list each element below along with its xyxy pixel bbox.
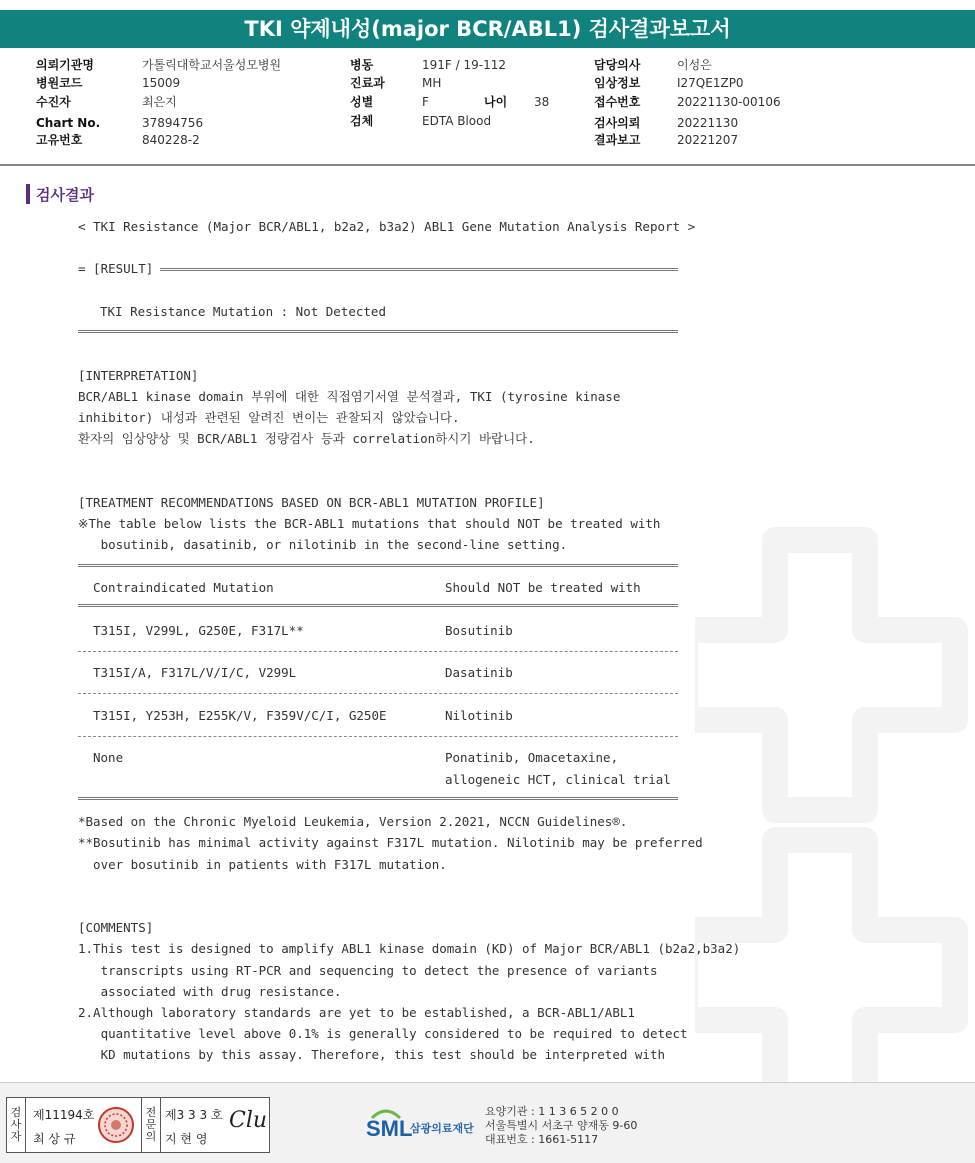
comment-line: transcripts using RT-PCR and sequencing to detect the presence of variants — [78, 963, 658, 978]
info-label: 진료과 — [350, 76, 385, 90]
table-divider — [78, 693, 678, 694]
table-cell-drug: Ponatinib, Omacetaxine, — [445, 750, 619, 765]
confirmer-label: 전문의 — [141, 1098, 161, 1152]
section-title — [26, 184, 94, 206]
footnote-line: *Based on the Chronic Myeloid Leukemia, Version 2.2021, NCCN Guidelines®. — [78, 814, 628, 829]
result-divider — [160, 268, 678, 271]
info-label: 고유번호 — [36, 133, 83, 147]
footnote-line: **Bosutinib has minimal activity against F317L mutation. Nilotinib may be preferred — [78, 835, 703, 850]
table-divider — [78, 564, 678, 567]
info-label: 검체 — [350, 114, 374, 128]
info-value: 20221130 — [677, 116, 739, 130]
contact-line: 서울특별시 서초구 양재동 9-60 — [485, 1119, 638, 1132]
comments-heading: [COMMENTS] — [78, 920, 154, 935]
table-divider — [78, 797, 678, 800]
info-label: 접수번호 — [594, 95, 641, 109]
info-value: 191F / 19-112 — [422, 58, 506, 72]
info-value: I27QE1ZP0 — [677, 76, 744, 90]
table-divider — [78, 651, 678, 652]
comment-line: 1.This test is designed to amplify ABL1 kinase domain (KD) of Major BCR/ABL1 (b2a2,b3a2) — [78, 941, 741, 956]
treatment-heading: [TREATMENT RECOMMENDATIONS BASED ON BCR-ABL1 MUTATION PROFILE] — [78, 495, 545, 510]
info-value: 20221207 — [677, 133, 739, 147]
info-label: 결과보고 — [594, 133, 641, 147]
table-cell-mutation: T315I, Y253H, E255K/V, F359V/C/I, G250E — [93, 708, 387, 723]
info-value: 38 — [534, 95, 550, 109]
info-value: 37894756 — [142, 116, 204, 130]
treatment-line: bosutinib, dasatinib, or nilotinib in the second-line setting. — [78, 537, 568, 552]
table-divider — [78, 604, 678, 607]
result-divider — [78, 330, 678, 333]
info-value: MH — [422, 76, 442, 90]
inspector-name: 최 상 규 — [33, 1132, 76, 1146]
info-value: 최은지 — [142, 95, 177, 109]
inspector-label: 검사자 — [7, 1098, 26, 1152]
official-seal-icon — [97, 1106, 135, 1144]
inspector-number: 제11194호 — [33, 1108, 95, 1122]
info-label: 임상정보 — [594, 76, 641, 90]
interpretation-heading: [INTERPRETATION] — [78, 368, 199, 383]
comment-line: KD mutations by this assay. Therefore, this test should be interpreted with — [78, 1047, 665, 1062]
table-cell-drug: Bosutinib — [445, 623, 513, 638]
info-label: 검사의뢰 — [594, 116, 641, 130]
table-header-mutation: Contraindicated Mutation — [93, 580, 274, 595]
info-label: 병동 — [350, 58, 374, 72]
table-cell-drug: Nilotinib — [445, 708, 513, 723]
info-value: F — [422, 95, 429, 109]
handwritten-signature: Clu — [229, 1108, 268, 1133]
watermark-cross-logo — [695, 480, 975, 1120]
table-cell-mutation: T315I/A, F317L/V/I/C, V299L — [93, 665, 297, 680]
header-divider — [0, 164, 975, 166]
info-value: EDTA Blood — [422, 114, 492, 128]
comment-line: associated with drug resistance. — [78, 984, 342, 999]
info-label: 의뢰기관명 — [36, 58, 94, 72]
info-label: 병원코드 — [36, 76, 83, 90]
report-title: TKI 약제내성(major BCR/ABL1) 검사결과보고서 — [0, 10, 975, 48]
table-cell-mutation: None — [93, 750, 124, 765]
table-cell-mutation: T315I, V299L, G250E, F317L** — [93, 623, 304, 638]
info-value: 20221130-00106 — [677, 95, 781, 109]
info-value: 15009 — [142, 76, 181, 90]
comment-line: quantitative level above 0.1% is generally considered to be required to detect — [78, 1026, 688, 1041]
confirmer-number: 제3 3 3 호 — [165, 1108, 223, 1122]
interpretation-line: 환자의 임상양상 및 BCR/ABL1 정량검사 등과 correlation하시기 바랍니다. — [78, 431, 535, 446]
contact-info — [485, 1105, 637, 1147]
info-label: Chart No. — [36, 116, 101, 130]
logo-wordmark: SML — [366, 1116, 413, 1141]
report-heading: < TKI Resistance (Major BCR/ABL1, b2a2, b3a2) ABL1 Gene Mutation Analysis Report > — [78, 219, 696, 234]
result-label: = [RESULT] — [78, 261, 161, 276]
table-header-drug: Should NOT be treated with — [445, 580, 641, 595]
organization-name: 삼광의료재단 — [410, 1122, 474, 1135]
contact-line: 요양기관 : 1 1 3 6 5 2 0 0 — [485, 1105, 619, 1118]
section-title-text: 검사결과 — [36, 186, 94, 204]
info-label: 성별 — [350, 95, 374, 109]
info-value: 이성은 — [677, 58, 712, 72]
table-cell-drug: allogeneic HCT, clinical trial — [445, 772, 671, 787]
comment-line: 2.Although laboratory standards are yet to be established, a BCR-ABL1/ABL1 — [78, 1005, 635, 1020]
treatment-line: ※The table below lists the BCR-ABL1 mutations that should NOT be treated with — [78, 516, 661, 531]
info-label: 수진자 — [36, 95, 71, 109]
section-marker — [26, 184, 30, 204]
info-value: 가톨릭대학교서울성모병원 — [142, 58, 282, 72]
table-divider — [78, 736, 678, 737]
footnote-line: over bosutinib in patients with F317L mutation. — [78, 857, 447, 872]
patient-info-panel — [0, 56, 975, 156]
signature-box — [6, 1097, 270, 1153]
interpretation-line: inhibitor) 내성과 관련된 알려진 변이는 관찰되지 않았습니다. — [78, 410, 460, 425]
info-value: 840228-2 — [142, 133, 200, 147]
info-label: 나이 — [484, 95, 508, 109]
info-label: 담당의사 — [594, 58, 641, 72]
result-line: TKI Resistance Mutation : Not Detected — [100, 304, 386, 319]
confirmer-name: 지 현 영 — [165, 1132, 208, 1146]
table-cell-drug: Dasatinib — [445, 665, 513, 680]
interpretation-line: BCR/ABL1 kinase domain 부위에 대한 직접염기서열 분석결과, TKI (tyrosine kinase — [78, 389, 621, 404]
contact-line: 대표번호 : 1661-5117 — [485, 1133, 599, 1146]
